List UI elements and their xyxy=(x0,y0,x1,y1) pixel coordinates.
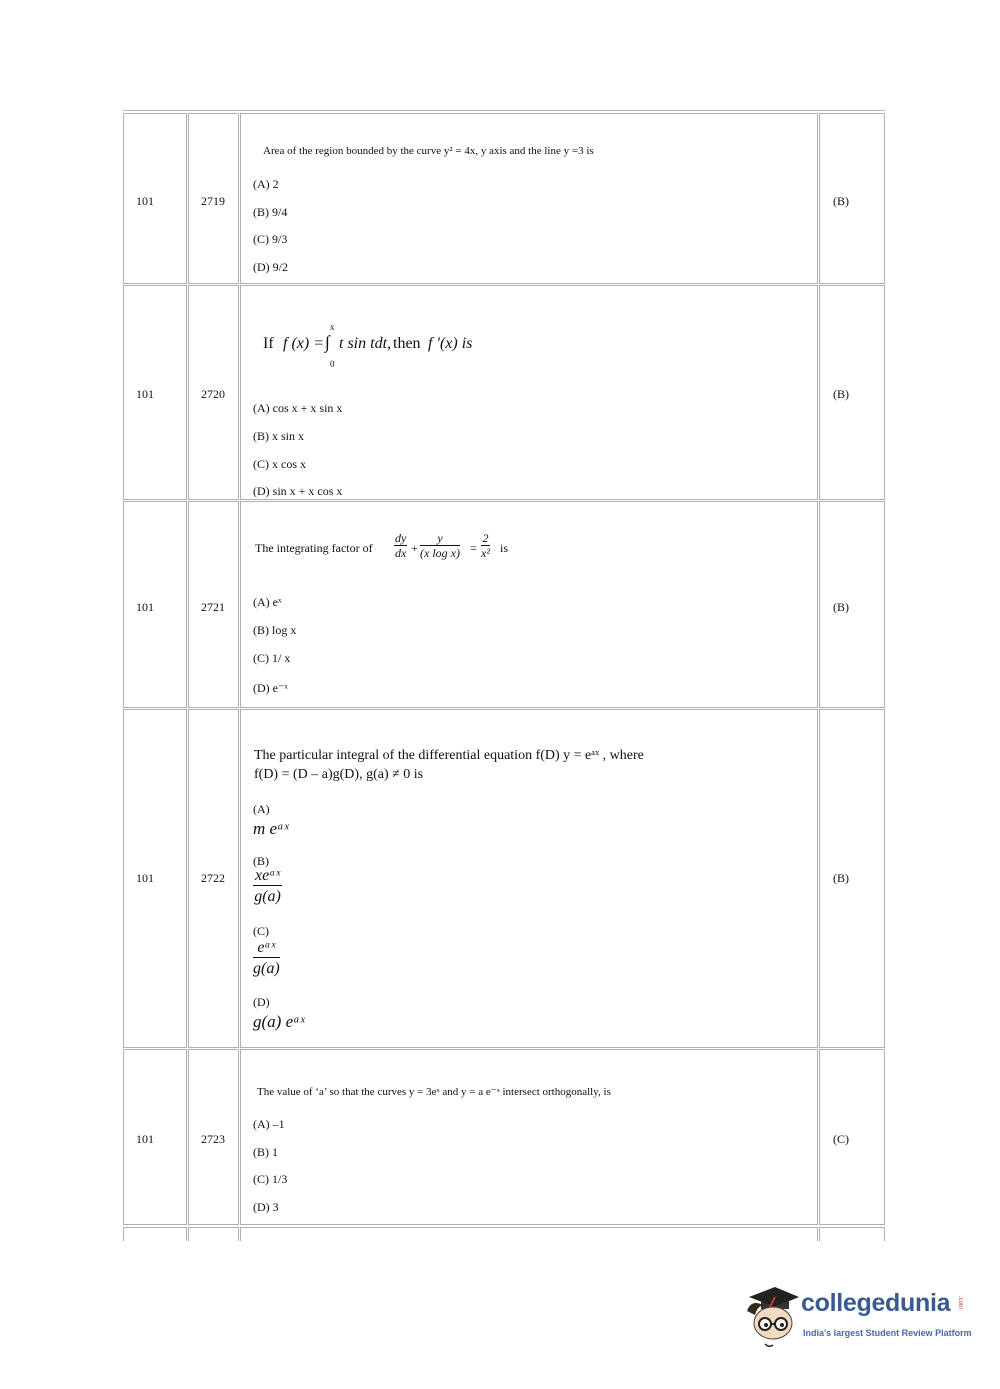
question-cell xyxy=(240,709,818,1048)
mascot-icon xyxy=(741,1281,801,1353)
subject-code-cell xyxy=(123,1049,187,1225)
question-text: Area of the region bounded by the curve y² = 4x, y axis and the line y =3 is xyxy=(263,145,594,157)
option-c: (C) 1/3 xyxy=(253,1172,288,1186)
subject-code-cell xyxy=(123,501,187,708)
empty-cell xyxy=(240,1227,818,1241)
subject-code: 101 xyxy=(136,600,154,614)
option-c: (C) 9/3 xyxy=(253,232,288,246)
subject-code: 101 xyxy=(136,387,154,401)
option-a: (A) 2 xyxy=(253,177,279,191)
subject-code-cell xyxy=(123,709,187,1048)
option-c-numerator: eᵃˣ xyxy=(253,939,280,958)
option-d: (D) e⁻ˣ xyxy=(253,681,288,695)
option-b-label: (B) xyxy=(253,854,269,868)
question-derivative: f ′(x) is xyxy=(428,335,473,352)
table-row xyxy=(123,501,885,708)
question-text: The value of ‘a’ so that the curves y = 3eˣ and y = a e⁻ˣ intersect orthogonally, is xyxy=(257,1086,611,1098)
question-number-cell xyxy=(188,113,239,284)
question-cell xyxy=(240,501,818,708)
plus-sign: + xyxy=(411,541,418,555)
empty-cell xyxy=(819,1227,885,1241)
option-a-value: m eᵃˣ xyxy=(253,819,289,838)
subject-code: 101 xyxy=(136,1132,154,1146)
answer: (B) xyxy=(833,600,849,614)
option-c-denominator: g(a) xyxy=(253,960,280,977)
brand-name: collegedunia xyxy=(801,1289,951,1317)
question-number: 2719 xyxy=(201,194,225,208)
question-number: 2720 xyxy=(201,387,225,401)
question-number-cell xyxy=(188,501,239,708)
question-number-cell xyxy=(188,1049,239,1225)
brand-suffix: .com xyxy=(957,1296,963,1310)
answer-cell xyxy=(819,709,885,1048)
option-a: (A) –1 xyxy=(253,1117,285,1131)
integral-sign: ∫ xyxy=(325,332,330,352)
option-b: (B) x sin x xyxy=(253,429,304,443)
question-fx: f (x) = xyxy=(283,335,324,352)
question-suffix: is xyxy=(500,541,509,555)
dx: dx xyxy=(395,546,407,560)
option-d-label: (D) xyxy=(253,995,270,1009)
option-c: (C) 1/ x xyxy=(253,651,291,665)
answer: (B) xyxy=(833,387,849,401)
integral-upper-limit: x xyxy=(330,322,335,332)
y-over-xlogx-fraction xyxy=(420,531,460,560)
question-then: then xyxy=(393,335,421,352)
option-a: (A) cos x + x sin x xyxy=(253,401,343,415)
option-b-numerator: xeᵃˣ xyxy=(255,867,281,884)
table-top-border xyxy=(123,110,885,111)
question-number-cell xyxy=(188,709,239,1048)
table-row xyxy=(123,1049,885,1225)
option-c-fraction xyxy=(253,939,280,980)
table-row xyxy=(123,285,885,500)
table-row xyxy=(123,113,885,284)
table-row xyxy=(123,709,885,1048)
option-b-fraction xyxy=(253,867,282,908)
option-b: (B) 1 xyxy=(253,1145,278,1159)
subject-code-cell xyxy=(123,113,187,284)
option-b: (B) log x xyxy=(253,623,297,637)
question-number: 2722 xyxy=(201,871,225,885)
question-prefix: If xyxy=(263,335,274,352)
question-cell xyxy=(240,113,818,284)
answer: (C) xyxy=(833,1132,849,1146)
subject-code-cell xyxy=(123,285,187,500)
collegedunia-logo xyxy=(741,1281,971,1353)
question-number-cell xyxy=(188,285,239,500)
question-number: 2723 xyxy=(201,1132,225,1146)
x-squared: x² xyxy=(481,546,490,560)
empty-cell xyxy=(123,1227,187,1241)
two: 2 xyxy=(482,531,489,545)
option-b: (B) 9/4 xyxy=(253,205,288,219)
x-log-x: (x log x) xyxy=(420,546,460,560)
integral-lower-limit: 0 xyxy=(330,359,335,369)
dy: dy xyxy=(395,531,407,545)
brand-tagline: India's largest Student Review Platform xyxy=(803,1328,972,1338)
option-d: (D) sin x + x cos x xyxy=(253,484,343,498)
option-b-denominator: g(a) xyxy=(254,888,281,905)
answer-cell xyxy=(819,285,885,500)
answer-cell xyxy=(819,501,885,708)
option-d: (D) 3 xyxy=(253,1200,279,1214)
equals-sign: = xyxy=(470,541,477,555)
question-prefix: The integrating factor of xyxy=(255,541,373,555)
two-over-x2-fraction xyxy=(481,531,490,560)
option-c: (C) x cos x xyxy=(253,457,306,471)
option-c-label: (C) xyxy=(253,924,269,938)
empty-cell xyxy=(188,1227,239,1241)
answer-cell xyxy=(819,113,885,284)
y: y xyxy=(420,531,460,546)
question-cell xyxy=(240,285,818,500)
question-line-1: The particular integral of the differential equation f(D) y = eᵃˣ , where xyxy=(254,748,644,763)
table-row-partial xyxy=(123,1227,885,1241)
subject-code: 101 xyxy=(136,194,154,208)
integrand: t sin tdt, xyxy=(339,335,392,352)
option-a: (A) eˣ xyxy=(253,595,282,609)
answer: (B) xyxy=(833,194,849,208)
question-number: 2721 xyxy=(201,600,225,614)
answer-cell xyxy=(819,1049,885,1225)
subject-code: 101 xyxy=(136,871,154,885)
option-a-label: (A) xyxy=(253,802,270,816)
option-d: (D) 9/2 xyxy=(253,260,288,274)
option-d-value: g(a) eᵃˣ xyxy=(253,1012,305,1031)
question-line-2: f(D) = (D – a)g(D), g(a) ≠ 0 is xyxy=(254,767,424,782)
question-cell xyxy=(240,1049,818,1225)
dy-dx-fraction xyxy=(394,531,407,560)
answer: (B) xyxy=(833,871,849,885)
